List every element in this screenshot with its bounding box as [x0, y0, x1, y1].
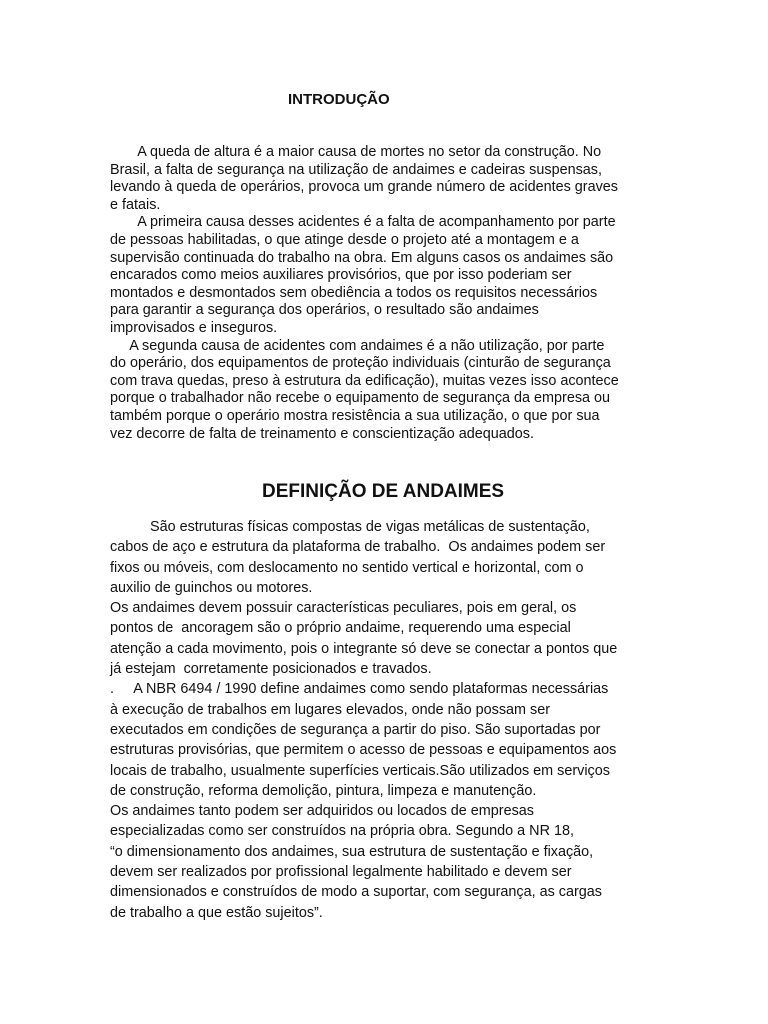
text-line: de trabalho a que estão sujeitos”.: [110, 904, 323, 921]
text-line: e fatais.: [110, 196, 161, 213]
intro-paragraph-3: [110, 338, 658, 444]
text-line: já estejam corretamente posicionados e travados.: [110, 661, 432, 678]
text-line: auxilio de guinchos ou motores.: [110, 579, 313, 596]
text-line: supervisão continuada do trabalho na obra. Em alguns casos os andaimes são: [110, 249, 614, 266]
definition-heading: DEFINIÇÃO DE ANDAIMES: [262, 481, 505, 502]
text-line: com trava quedas, preso à estrutura da edificação), muitas vezes isso acontece: [110, 372, 619, 389]
intro-body: [110, 144, 658, 443]
text-line: do operário, dos equipamentos de proteção individuais (cinturão de segurança: [110, 355, 611, 372]
text-line: atenção a cada movimento, pois o integrante só deve se conectar a pontos que: [110, 640, 618, 657]
text-line: porque o trabalhador não recebe o equipamento de segurança da empresa ou: [110, 390, 611, 407]
text-line: “o dimensionamento dos andaimes, sua estrutura de sustentação e fixação,: [110, 843, 594, 860]
definition-paragraph-2: [110, 598, 660, 679]
text-line: devem ser realizados por profissional legalmente habilitado e devem ser: [110, 864, 572, 881]
intro-heading: INTRODUÇÃO: [288, 91, 390, 108]
text-line: de construção, reforma demolição, pintura, limpeza e manutenção.: [110, 782, 537, 799]
intro-paragraph-1: [110, 144, 658, 214]
text-line: para garantir a segurança dos operários, o resultado são andaimes: [110, 302, 539, 319]
definition-body: [110, 517, 660, 923]
text-line: A segunda causa de acidentes com andaimes é a não utilização, por parte: [110, 337, 605, 354]
text-line: executados em condições de segurança a partir do piso. São suportadas por: [110, 721, 601, 738]
text-line: fixos ou móveis, com deslocamento no sentido vertical e horizontal, com o: [110, 559, 584, 576]
text-line: estruturas provisórias, que permitem o acesso de pessoas e equipamentos aos: [110, 742, 617, 759]
text-line: locais de trabalho, usualmente superfícies verticais.São utilizados em serviços: [110, 762, 610, 779]
text-line: A primeira causa desses acidentes é a falta de acompanhamento por parte: [110, 214, 616, 231]
definition-paragraph-4: [110, 801, 660, 923]
text-line: Os andaimes devem possuir características peculiares, pois em geral, os: [110, 600, 577, 617]
text-line: levando à queda de operários, provoca um grande número de acidentes graves: [110, 179, 619, 196]
text-line: improvisados e inseguros.: [110, 319, 278, 336]
text-line: . A NBR 6494 / 1990 define andaimes como sendo plataformas necessárias: [110, 681, 609, 698]
text-line: São estruturas físicas compostas de vigas metálicas de sustentação,: [110, 519, 590, 535]
text-line: especializadas como ser construídos na própria obra. Segundo a NR 18,: [110, 823, 574, 840]
definition-paragraph-3: [110, 679, 660, 801]
text-line: também porque o operário mostra resistência a sua utilização, o que por sua: [110, 407, 600, 424]
text-line: de pessoas habilitadas, o que atinge desde o projeto até a montagem e a: [110, 231, 579, 248]
text-line: dimensionados e construídos de modo a suportar, com segurança, as cargas: [110, 884, 602, 901]
text-line: Os andaimes tanto podem ser adquiridos ou locados de empresas: [110, 803, 534, 820]
text-line: cabos de aço e estrutura da plataforma de trabalho. Os andaimes podem ser: [110, 539, 606, 556]
text-line: encarados como meios auxiliares provisórios, que por isso poderiam ser: [110, 267, 572, 284]
text-line: vez decorre de falta de treinamento e conscientização adequados.: [110, 425, 534, 442]
text-line: à execução de trabalhos em lugares elevados, onde não possam ser: [110, 701, 550, 718]
intro-paragraph-2: [110, 214, 658, 337]
text-line: pontos de ancoragem são o próprio andaime, requerendo uma especial: [110, 620, 571, 637]
definition-paragraph-1: [110, 517, 660, 598]
text-line: Brasil, a falta de segurança na utilização de andaimes e cadeiras suspensas,: [110, 161, 602, 178]
text-line: montados e desmontados sem obediência a todos os requisitos necessários: [110, 284, 598, 301]
text-line: A queda de altura é a maior causa de mortes no setor da construção. No: [110, 144, 602, 160]
